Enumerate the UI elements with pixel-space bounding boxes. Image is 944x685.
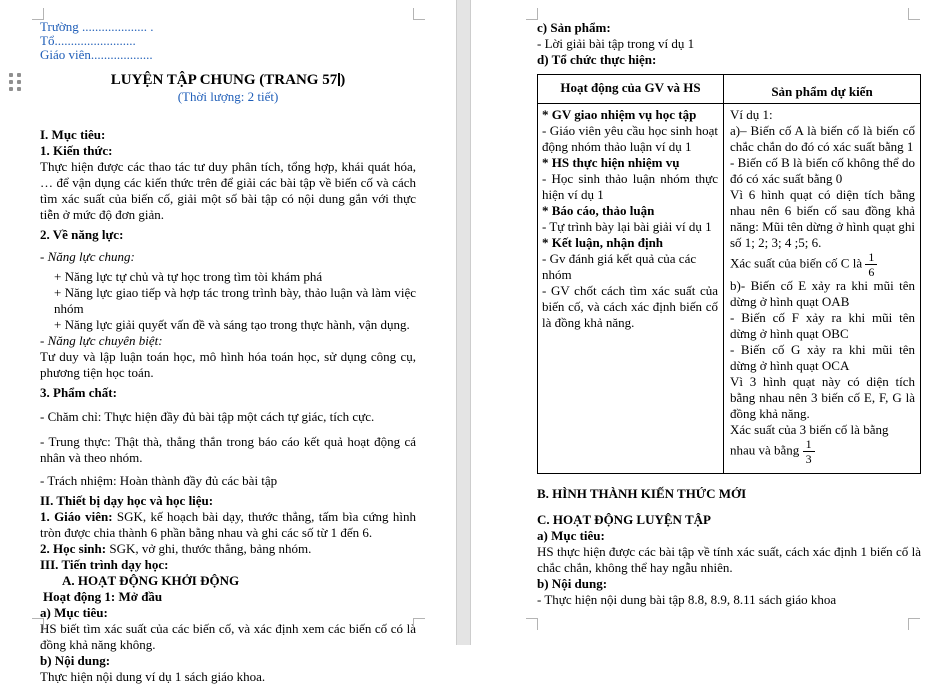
crop-mark-bottom-left-p1 (32, 618, 44, 630)
crop-mark-top-left-p1 (32, 8, 44, 20)
table-line: - Học sinh thảo luận nhóm thực hiện ví dụ 1 (542, 171, 718, 202)
drag-handle-dot (9, 80, 13, 84)
fraction-one-third (803, 438, 815, 465)
heading-c-san-pham: c) Sản phẩm: (537, 20, 611, 35)
table-line: - Gv đánh giá kết quả của các nhóm (542, 251, 697, 282)
heading-b-noi-dung: b) Nội dung: (40, 653, 111, 668)
page-gap (456, 0, 471, 645)
table-line: b)- Biến cố E xảy ra khi mũi tên dừng ở hình quạt OAB (730, 278, 915, 309)
heading-a-muc-tieu: a) Mục tiêu: (40, 605, 108, 620)
para-a-muc-tieu: HS biết tìm xác suất của các biến cố, và xác định xem các biến cố có là đồng khả năng không. (40, 621, 416, 652)
fraction-lead-text: Xác suất của 3 biến cố là bằng nhau và bằng (730, 422, 889, 458)
field-giao-vien: Giáo viên................... (40, 47, 153, 62)
heading-muc-tieu: I. Mục tiêu: (40, 127, 106, 142)
table-line-fraction (730, 251, 915, 278)
field-to: Tổ......................... (40, 33, 136, 48)
para-trung-thuc: - Trung thực: Thật thà, thẳng thắn trong báo cáo kết quả hoạt động cá nhân và theo nhóm. (40, 434, 416, 465)
table-line: - Biến cố G xảy ra khi mũi tên dừng ở hình quạt OCA (730, 342, 915, 373)
heading-d-to-chuc: d) Tổ chức thực hiện: (537, 52, 657, 67)
para-kien-thuc: Thực hiện được các thao tác tư duy phân tích, tổng hợp, khái quát hóa, … để vận dụng các kiến thức trên để giải các bài tập về biến cố và cách tìm xác suất của biến cố, giải một số bài tập có nội dung gắn với thực tiễn ở mức độ đơn giản. (40, 159, 416, 222)
crop-mark-bottom-right-p1 (413, 618, 425, 630)
crop-mark-bottom-left-p2 (526, 618, 538, 630)
table-line-fraction (730, 422, 915, 465)
crop-mark-top-right-p1 (413, 8, 425, 20)
table-line: * Báo cáo, thảo luận (542, 203, 655, 218)
page-1-content (40, 20, 416, 685)
doc-title (40, 72, 416, 89)
para-c-san-pham: - Lời giải bài tập trong ví dụ 1 (537, 36, 695, 51)
heading-thiet-bi: II. Thiết bị dạy học và học liệu: (40, 493, 214, 508)
para-nl-1: + Năng lực tự chủ và tự học trong tìm tòi khám phá (54, 269, 323, 284)
para-trach-nhiem: - Trách nhiệm: Hoàn thành đầy đủ các bài tập (40, 473, 278, 488)
crop-mark-top-right-p2 (908, 8, 920, 20)
table-body-row (538, 104, 920, 473)
heading-hoat-dong-khoi-dong: A. HOẠT ĐỘNG KHỞI ĐỘNG (62, 573, 240, 588)
drag-handle-dot (17, 80, 21, 84)
para-nang-luc-chuyen-biet: - Năng lực chuyên biệt: (40, 333, 163, 348)
heading-right-b-noi-dung: b) Nội dung: (537, 576, 608, 591)
crop-mark-bottom-right-p2 (908, 618, 920, 630)
table-line: Ví dụ 1: (730, 107, 773, 122)
page-1[interactable] (0, 0, 456, 684)
drag-handle-dot (9, 73, 13, 77)
para-b-noi-dung: Thực hiện nội dung ví dụ 1 sách giáo khoa. (40, 669, 266, 684)
drag-handle-icon[interactable] (9, 73, 24, 92)
col-header-gv-hs: Hoạt động của GV và HS (538, 75, 724, 103)
para-right-a-muc-tieu: HS thực hiện được các bài tập về tính xác suất, cách xác định 1 biến cố là chắc chắn, không thể hay ngẫu nhiên. (537, 544, 921, 575)
table-line: * HS thực hiện nhiệm vụ (542, 155, 680, 170)
para-hoc-sinh (40, 541, 416, 557)
para-nl-2: + Năng lực giao tiếp và hợp tác trong trình bày, thảo luận và làm việc nhóm (54, 285, 416, 316)
heading-pham-chat: 3. Phẩm chất: (40, 385, 117, 400)
fraction-numerator: 1 (865, 251, 877, 265)
page-2-content (537, 20, 921, 608)
label-giao-vien: 1. Giáo viên: (40, 509, 113, 524)
table-line: - Biến cố B là biến cố không thể do đó có xác suất bằng 0 (730, 155, 915, 186)
heading-tien-trinh: III. Tiến trình dạy học: (40, 557, 169, 572)
heading-hoat-dong-1: Hoạt động 1: Mở đầu (43, 589, 163, 604)
fraction-denominator: 6 (868, 265, 875, 279)
drag-handle-dot (17, 73, 21, 77)
doc-title-text: LUYỆN TẬP CHUNG (TRANG 57 (110, 72, 338, 88)
col-header-san-pham: Sản phẩm dự kiến (771, 84, 873, 99)
fraction-lead-text: Xác suất của biến cố C là (730, 255, 866, 271)
heading-nang-luc: 2. Về năng lực: (40, 227, 124, 242)
para-nl-3: + Năng lực giải quyết vấn đề và sáng tạo trong thực hành, vận dụng. (54, 317, 410, 332)
fraction-numerator: 1 (803, 438, 815, 452)
cell-san-pham (724, 104, 920, 473)
heading-right-a-muc-tieu: a) Mục tiêu: (537, 528, 605, 543)
drag-handle-dot (17, 87, 21, 91)
table-line: * GV giao nhiệm vụ học tập (542, 107, 697, 122)
heading-hoat-dong-luyen-tap: C. HOẠT ĐỘNG LUYỆN TẬP (537, 512, 711, 527)
label-hoc-sinh: 2. Học sinh: (40, 541, 107, 556)
para-right-b-noi-dung: - Thực hiện nội dung bài tập 8.8, 8.9, 8.11 sách giáo khoa (537, 592, 837, 607)
drag-handle-dot (9, 87, 13, 91)
table-line: Vì 3 hình quạt này có diện tích bằng nhau nên 3 biến cố E, F, G là đồng khả năng. (730, 374, 915, 421)
table-line: - Giáo viên yêu cầu học sinh hoạt động nhóm thảo luận ví dụ 1 (542, 123, 718, 154)
doc-subtitle: (Thời lượng: 2 tiết) (177, 89, 279, 104)
text-hoc-sinh: SGK, vở ghi, thước thẳng, bảng nhóm. (106, 541, 312, 556)
field-truong: Trường .................... . (40, 19, 154, 34)
cell-gv-hs (538, 104, 724, 473)
activities-table[interactable] (537, 74, 921, 474)
page-2[interactable] (471, 0, 944, 645)
doc-title-close: ) (340, 72, 346, 88)
table-line: - Biến cố F xảy ra khi mũi tên dừng ở hình quạt OBC (730, 310, 915, 341)
para-cham-chi: - Chăm chỉ: Thực hiện đầy đủ bài tập một cách tự giác, tích cực. (40, 409, 375, 424)
crop-mark-top-left-p2 (526, 8, 538, 20)
heading-hinh-thanh-kien-thuc: B. HÌNH THÀNH KIẾN THỨC MỚI (537, 486, 747, 501)
table-line: Vì 6 hình quạt có diện tích bằng nhau nên 6 biến cố sau đồng khả năng: Mũi tên dừng ở hình quạt ghi số 1; 2; 3; 4 ;5; 6. (730, 187, 915, 250)
table-line: - Tự trình bày lại bài giải ví dụ 1 (542, 219, 712, 234)
fraction-denominator: 3 (805, 452, 812, 466)
para-giao-vien (40, 509, 416, 541)
para-nl-cb-body: Tư duy và lập luận toán học, mô hình hóa toán học, sử dụng công cụ, phương tiện học toán. (40, 349, 416, 380)
heading-kien-thuc: 1. Kiến thức: (40, 143, 113, 158)
fraction-one-sixth (865, 251, 877, 278)
table-header-row (538, 75, 920, 104)
table-line: a)– Biến cố A là biến cố là biến cố chắc chắn do đó có xác suất bằng 1 (730, 123, 915, 154)
table-line: * Kết luận, nhận định (542, 235, 664, 250)
text-giao-vien: SGK, kế hoạch bài dạy, thước thẳng, tấm bìa cứng hình tròn được chia thành 6 phần bằng nhau và ghi các số từ 1 đến 6. (40, 509, 416, 540)
table-line: - GV chốt cách tìm xác suất của biến cố, và cách xác định biến cố là đồng khả năng. (542, 283, 718, 330)
para-nang-luc-chung: - Năng lực chung: (40, 249, 135, 264)
